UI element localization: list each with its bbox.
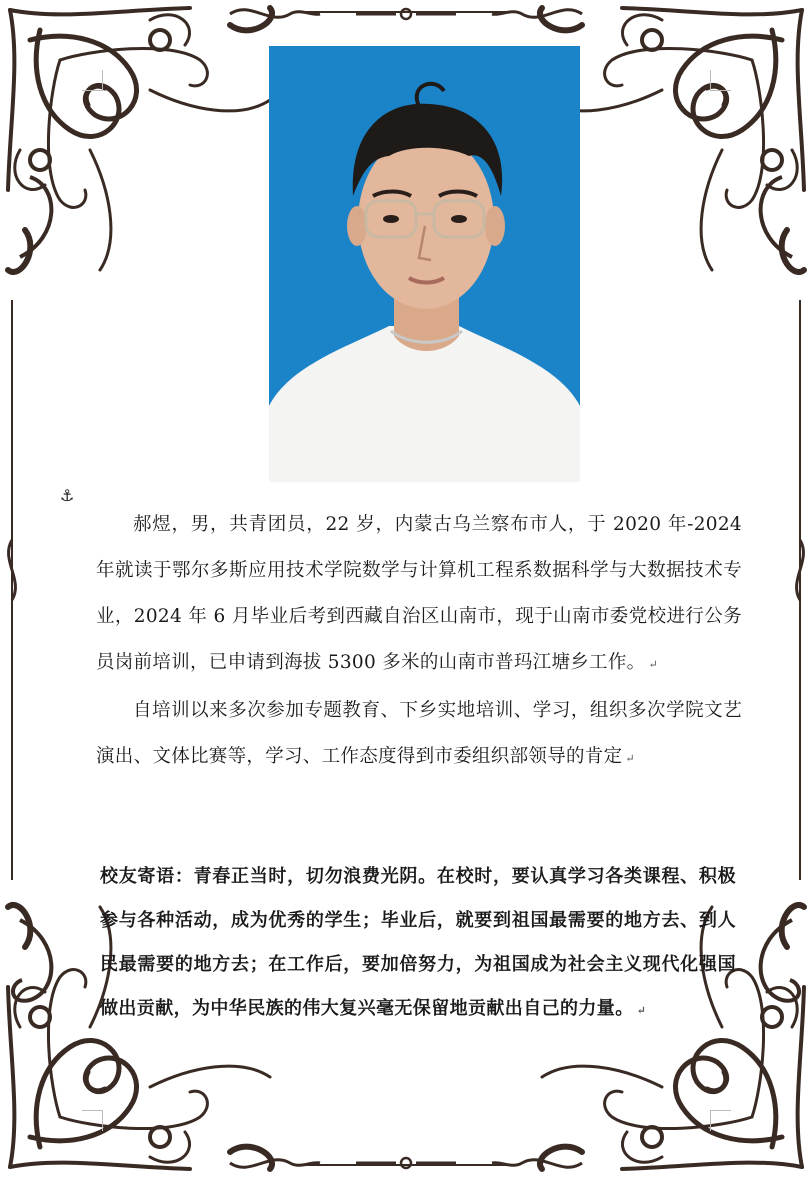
crop-mark — [710, 1110, 731, 1131]
portrait-photo — [269, 46, 580, 482]
bio-text: 自培训以来多次参加专题教育、下乡实地培训、学习，组织多次学院文艺演出、文体比赛等，学习、工作态度得到市委组织部领导的肯定 — [96, 700, 742, 767]
paragraph-mark-icon: ↵ — [648, 658, 658, 671]
portrait-image — [269, 46, 580, 482]
bio-paragraph — [96, 502, 742, 688]
paragraph-mark-icon: ↵ — [636, 1004, 647, 1017]
crop-mark — [82, 1110, 103, 1131]
anchor-icon: ⚓ — [60, 486, 75, 505]
alumni-message — [100, 855, 736, 1033]
bio-text: 郝煜，男，共青团员，22 岁，内蒙古乌兰察布市人，于 2020 年-2024 年就读于鄂尔多斯应用技术学院数学与计算机工程系数据科学与大数据技术专业，2024 年 6 月毕业后考到西藏自治区山南市，现于山南市委党校进行公务员岗前培训，已申请到海拔 5300 多米的山南市普玛江塘乡工作。 — [96, 514, 742, 673]
crop-mark — [710, 70, 731, 91]
paragraph-mark-icon: ↵ — [625, 752, 635, 765]
crop-mark — [82, 70, 103, 91]
bio-paragraph — [96, 688, 742, 782]
motto-text: 校友寄语：青春正当时，切勿浪费光阴。在校时，要认真学习各类课程、积极参与各种活动，成为优秀的学生；毕业后，就要到祖国最需要的地方去、到人民最需要的地方去；在工作后，要加倍努力，为祖国成为社会主义现代化强国做出贡献，为中华民族的伟大复兴毫无保留地贡献出自己的力量。 — [100, 866, 736, 1019]
motto-paragraph — [100, 855, 736, 1033]
bio-section — [96, 502, 742, 782]
